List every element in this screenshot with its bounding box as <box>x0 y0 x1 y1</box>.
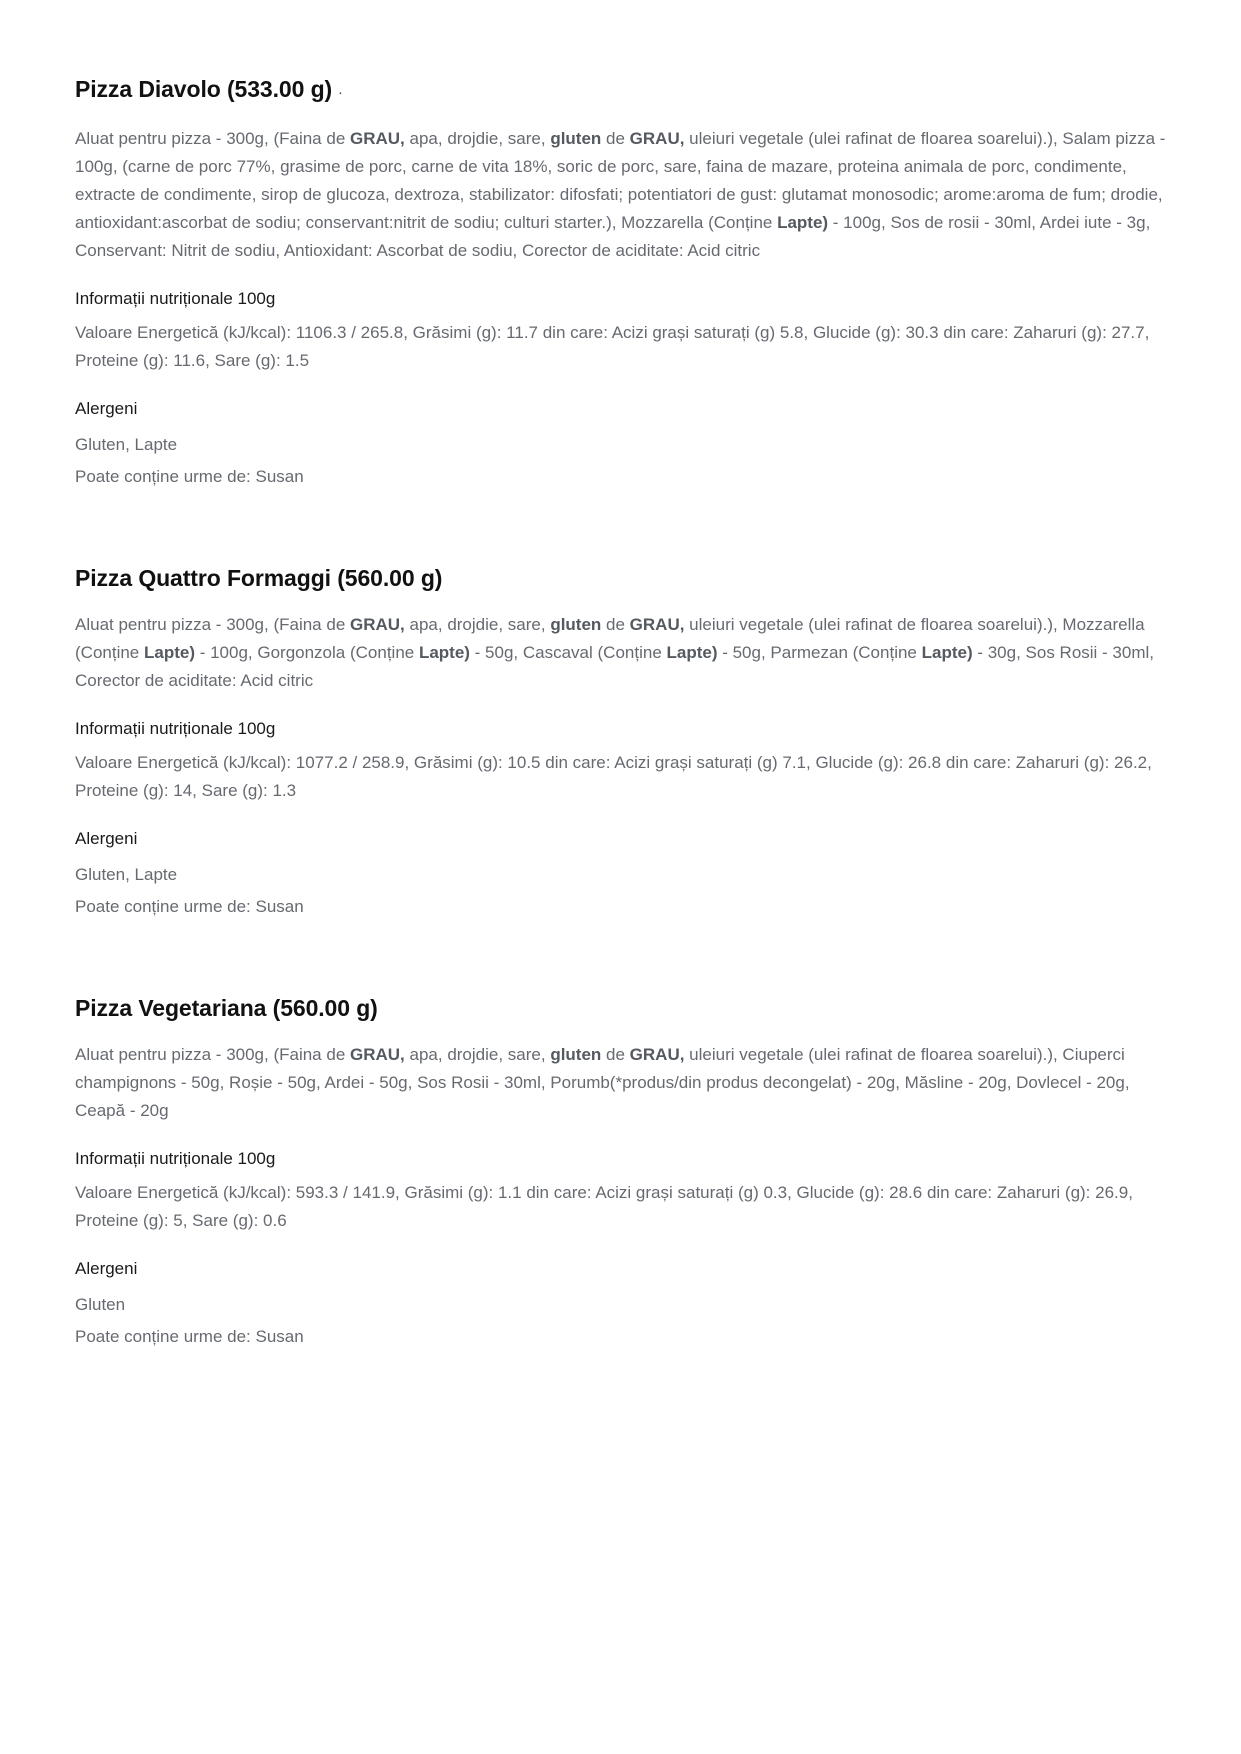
traces-text: Poate conține urme de: Susan <box>75 897 304 916</box>
ingredient-segment: - 100g, Gorgonzola (Conține <box>194 643 419 662</box>
nutrition-values: Valoare Energetică (kJ/kcal): 1077.2 / 258.9, Grăsimi (g): 10.5 din care: Acizi grași saturați (g) 7.1, Glucide (g): 26.8 din care: Zaharuri (g): 26.2, Proteine (g): 14, Sare (g): 1.3 <box>75 753 1152 800</box>
nutrition-label: Informații nutriționale 100g <box>75 719 276 738</box>
ingredient-segment: Aluat pentru pizza - 300g, (Faina de <box>75 615 350 634</box>
title-mark: · <box>338 84 343 100</box>
product-card-quattro-formaggi <box>75 563 1175 923</box>
allergen-highlight: Lapte) <box>143 643 195 662</box>
ingredients-text <box>75 1041 1175 1125</box>
allergen-highlight: GRAU, <box>350 1045 405 1064</box>
allergen-highlight: gluten <box>550 1045 602 1064</box>
allergen-highlight: Lapte) <box>921 643 973 662</box>
allergens-label: Alergeni <box>75 399 138 418</box>
ingredient-segment: - 100g, Sos de rosii - 30ml, Ardei iute - 3g, Conservant: Nitrit de sodiu, Antioxidant: Ascorbat de sodiu, Corector de aciditate: Acid citric <box>75 213 1151 260</box>
product-title: Pizza Quattro Formaggi (560.00 g) <box>75 565 443 591</box>
allergens-list: Gluten, Lapte <box>75 435 178 454</box>
nutrition-label: Informații nutriționale 100g <box>75 1149 276 1168</box>
allergen-highlight: GRAU, <box>350 615 405 634</box>
ingredient-segment: - 30g, Sos Rosii - 30ml, Corector de aciditate: Acid citric <box>75 643 1155 690</box>
allergen-highlight: Lapte) <box>777 213 829 232</box>
product-title: Pizza Vegetariana (560.00 g) <box>75 995 378 1021</box>
traces-text: Poate conține urme de: Susan <box>75 467 304 486</box>
product-card-vegetariana <box>75 993 1175 1353</box>
allergen-highlight: Lapte) <box>666 643 718 662</box>
allergen-highlight: gluten <box>550 615 602 634</box>
allergen-highlight: GRAU, <box>629 1045 685 1064</box>
allergen-highlight: GRAU, <box>350 129 405 148</box>
ingredient-segment: - 50g, Parmezan (Conține <box>717 643 922 662</box>
ingredients-text <box>75 611 1175 695</box>
ingredient-segment: Aluat pentru pizza - 300g, (Faina de <box>75 1045 350 1064</box>
product-list <box>75 74 1175 1353</box>
ingredient-segment: apa, drojdie, sare, <box>404 129 551 148</box>
ingredient-segment: apa, drojdie, sare, <box>404 615 551 634</box>
allergen-highlight: Lapte) <box>418 643 470 662</box>
allergen-highlight: GRAU, <box>629 129 685 148</box>
ingredient-segment: apa, drojdie, sare, <box>404 1045 551 1064</box>
allergens-list: Gluten, Lapte <box>75 865 178 884</box>
ingredient-segment: Aluat pentru pizza - 300g, (Faina de <box>75 129 350 148</box>
allergens-label: Alergeni <box>75 1259 138 1278</box>
allergen-highlight: GRAU, <box>629 615 685 634</box>
ingredient-segment: - 50g, Cascaval (Conține <box>469 643 667 662</box>
ingredient-segment: de <box>601 129 630 148</box>
allergens-list: Gluten <box>75 1295 126 1314</box>
allergen-highlight: gluten <box>550 129 602 148</box>
product-card-diavolo <box>75 74 1175 493</box>
ingredient-segment: de <box>601 615 630 634</box>
ingredient-segment: uleiuri vegetale (ulei rafinat de floarea soarelui).), Mozzarella (Conține <box>75 615 1145 662</box>
ingredient-segment: uleiuri vegetale (ulei rafinat de floarea soarelui).), Salam pizza - 100g, (carne de porc 77%, grasime de porc, carne de vita 18%, soric de porc, sare, faina de mazare, proteina animala de porc, condimente, extracte de condimente, sirop de glucoza, dextroza, stabilizator: difosfati; potentiatori de gust: glutamat monosodic; arome:aroma de fum; drodie, antioxidant:ascorbat de sodiu; conservant:nitrit de sodiu; culturi starter.), Mozzarella (Conține <box>75 129 1166 232</box>
ingredients-text <box>75 125 1175 265</box>
nutrition-label: Informații nutriționale 100g <box>75 289 276 308</box>
ingredient-segment: uleiuri vegetale (ulei rafinat de floarea soarelui).), Ciuperci champignons - 50g, Roșie - 50g, Ardei - 50g, Sos Rosii - 30ml, Porumb(*produs/din produs decongelat) - 20g, Măsline - 20g, Dovlecel - 20g, Ceapă - 20g <box>75 1045 1130 1120</box>
allergens-label: Alergeni <box>75 829 138 848</box>
nutrition-values: Valoare Energetică (kJ/kcal): 593.3 / 141.9, Grăsimi (g): 1.1 din care: Acizi grași saturați (g) 0.3, Glucide (g): 28.6 din care: Zaharuri (g): 26.9, Proteine (g): 5, Sare (g): 0.6 <box>75 1183 1133 1230</box>
ingredient-segment: de <box>601 1045 630 1064</box>
product-title: Pizza Diavolo (533.00 g) · <box>75 76 343 102</box>
traces-text: Poate conține urme de: Susan <box>75 1327 304 1346</box>
nutrition-values: Valoare Energetică (kJ/kcal): 1106.3 / 265.8, Grăsimi (g): 11.7 din care: Acizi grași saturați (g) 5.8, Glucide (g): 30.3 din care: Zaharuri (g): 27.7, Proteine (g): 11.6, Sare (g): 1.5 <box>75 323 1150 370</box>
